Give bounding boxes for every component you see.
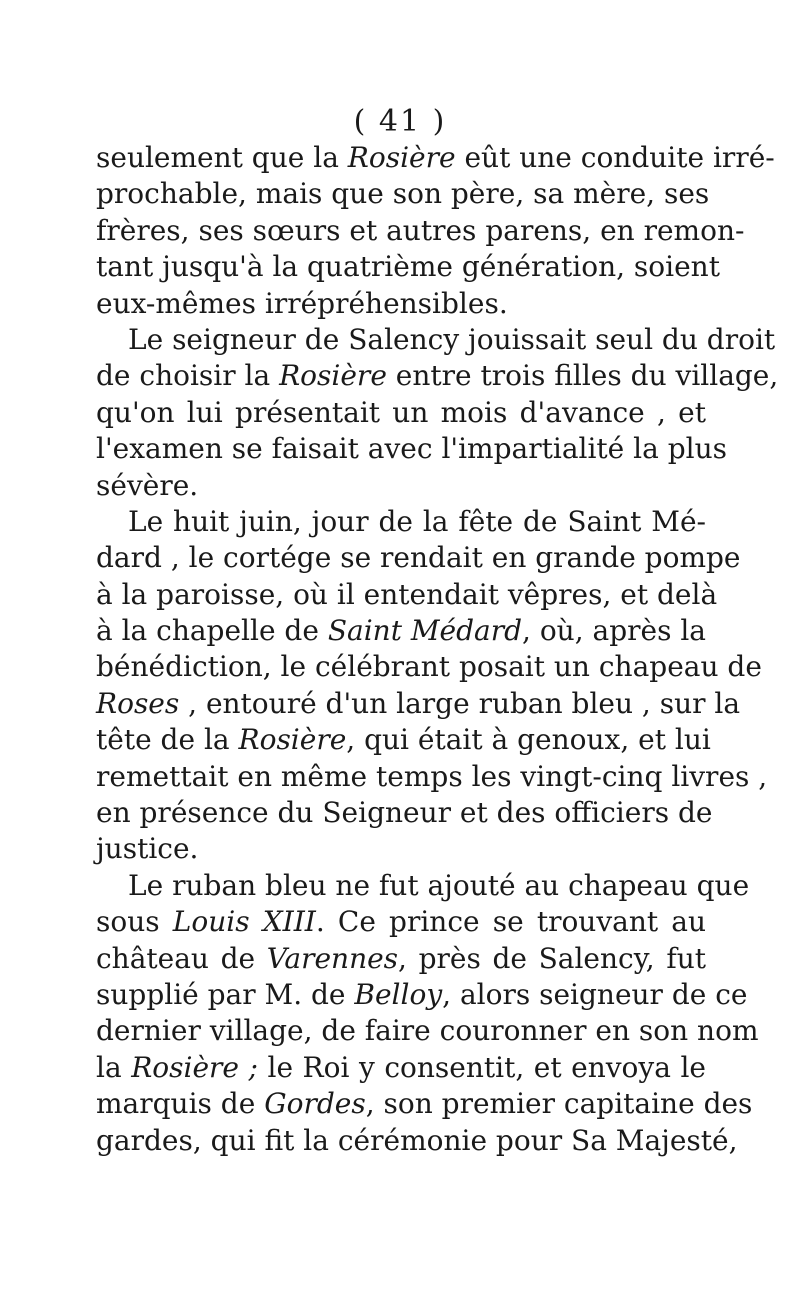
text-line — [96, 577, 718, 613]
text-run: à la paroisse, où il entendait vêpres, et delà — [96, 577, 718, 611]
page-number: ( 41 ) — [353, 104, 447, 139]
text-line — [96, 540, 741, 576]
text-run: entre trois filles du village, — [386, 359, 779, 393]
text-run: château de — [96, 941, 267, 975]
text-line — [96, 1086, 753, 1122]
text-line — [96, 941, 706, 977]
text-line — [96, 1013, 759, 1049]
text-line — [96, 140, 775, 176]
italic-text: Roses — [96, 686, 180, 720]
text-run: eût une conduite irré- — [455, 141, 775, 174]
text-run: bénédiction, le célébrant posait un chapeau de — [96, 650, 762, 684]
text-run: en présence du Seigneur et des officiers de — [96, 796, 713, 830]
text-line — [96, 831, 706, 867]
text-run: , entouré d'un large ruban bleu , sur la — [179, 686, 741, 720]
text-line — [96, 286, 706, 322]
text-line — [96, 977, 748, 1013]
text-run: justice. — [96, 832, 199, 866]
text-run: gardes, qui fit la cérémonie pour Sa Majesté, — [96, 1123, 738, 1157]
text-run: supplié par M. de — [96, 977, 355, 1011]
italic-text: Rosière — [347, 141, 456, 174]
text-run: le Roi y consentit, et envoya le — [257, 1050, 706, 1084]
text-line — [96, 431, 727, 467]
text-line — [96, 358, 779, 394]
text-line — [96, 1123, 738, 1159]
text-run: , près de Salency, fut — [398, 941, 706, 975]
text-run: . Ce prince se trouvant au — [315, 905, 707, 939]
text-run: tant jusqu'à la quatrième génération, soient — [96, 250, 720, 284]
text-run: sévère. — [96, 468, 199, 502]
italic-text: Louis XIII — [172, 905, 316, 939]
text-run: dard , le cortége se rendait en grande pompe — [96, 541, 741, 575]
text-run: , son premier capitaine des — [365, 1087, 753, 1121]
text-line — [96, 904, 706, 940]
text-run: Le seigneur de Salency jouissait seul du droit — [128, 322, 776, 356]
text-line — [96, 686, 741, 722]
text-run: marquis de — [96, 1087, 265, 1121]
text-line — [96, 759, 768, 795]
text-run: qu'on lui présentait un mois d'avance , et — [96, 395, 706, 429]
text-run: , alors seigneur de ce — [442, 977, 748, 1011]
text-line — [96, 213, 745, 249]
text-line — [96, 249, 720, 285]
text-run: eux-mêmes irrépréhensibles. — [96, 286, 508, 320]
text-line — [96, 613, 706, 649]
text-run: l'examen se faisait avec l'impartialité la plus — [96, 432, 727, 466]
italic-text: Gordes — [264, 1087, 366, 1121]
italic-text: Rosière — [279, 359, 387, 393]
body-text — [96, 140, 779, 1159]
text-run: prochable, mais que son père, sa mère, ses — [96, 177, 710, 211]
text-line — [96, 468, 706, 504]
text-run: de choisir la — [96, 359, 280, 393]
text-line — [96, 649, 762, 685]
text-line — [96, 504, 706, 540]
italic-text: Rosière ; — [131, 1050, 258, 1084]
text-line — [96, 395, 706, 431]
text-run: Le ruban bleu ne fut ajouté au chapeau que — [128, 868, 750, 902]
text-run: Le huit juin, jour de la fête de Saint Mé- — [128, 504, 706, 538]
text-run: seulement que la — [96, 141, 348, 174]
italic-text: Belloy — [354, 977, 443, 1011]
text-line — [96, 322, 776, 358]
text-run: frères, ses sœurs et autres parens, en remon- — [96, 213, 745, 247]
italic-text: Rosière — [238, 723, 347, 757]
text-run: dernier village, de faire couronner en son nom — [96, 1014, 759, 1048]
text-line — [96, 868, 750, 904]
text-run: remettait en même temps les vingt-cinq livres , — [96, 759, 768, 793]
text-line — [96, 722, 711, 758]
text-run: à la chapelle de — [96, 614, 328, 648]
text-line — [96, 1050, 706, 1086]
text-run: la — [96, 1050, 132, 1084]
text-run: tête de la — [96, 723, 239, 757]
italic-text: Saint Médard — [327, 614, 523, 648]
text-run: , où, après la — [522, 614, 706, 648]
text-line — [96, 795, 713, 831]
italic-text: Varennes — [266, 941, 399, 975]
text-run: , qui était à genoux, et lui — [346, 723, 711, 757]
text-line — [96, 176, 710, 212]
text-run: sous — [96, 905, 173, 939]
